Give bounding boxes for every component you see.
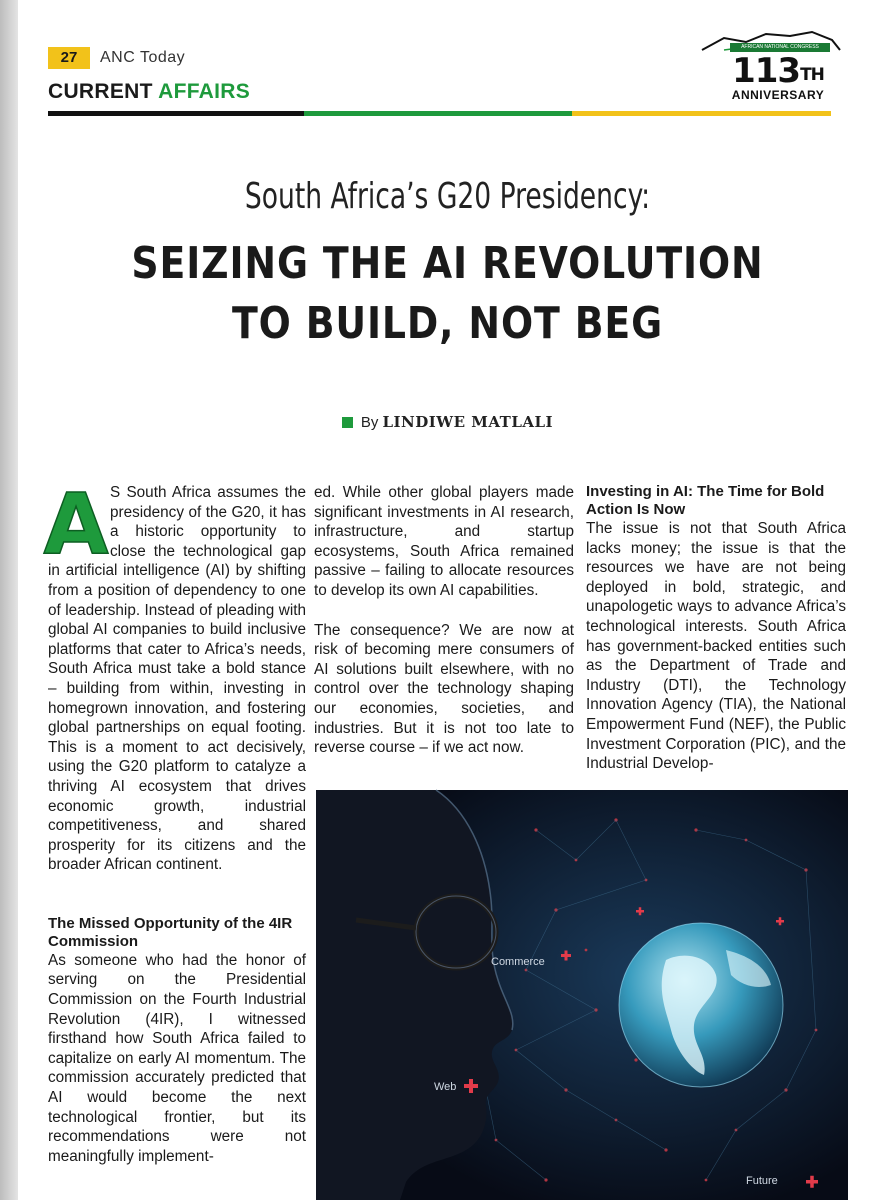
section-word-affairs: AFFAIRS	[158, 80, 251, 103]
anniversary-suffix: TH	[800, 65, 824, 85]
article-kicker: South Africa’s G20 Presidency:	[244, 176, 651, 217]
column-3	[586, 483, 846, 774]
page-gutter-shadow	[0, 0, 18, 1200]
anniversary-badge	[718, 51, 838, 102]
byline	[18, 413, 877, 432]
publication-name: ANC Today	[100, 49, 186, 66]
header-rule-black	[48, 111, 304, 116]
intro-paragraph: S South Africa assumes the presidency of the G20, it has a historic opportunity to close the technological gap in artificial intelligence (AI) by shifting from a position of dependency to one of leadership. Instead of pleading with global AI companies to build inclusive platforms that cater to Africa’s needs, South Africa must take a bold stance – building from within, investing in homegrown innovation, and fostering global partnerships on equal footing. This is a moment to act decisively, using the G20 platform to catalyze a thriving AI ecosystem that drives economic growth, industrial competitiveness, and shared prosperity for its citizens and the broader African continent.	[48, 484, 306, 874]
anniversary-number: 113	[732, 51, 801, 91]
headline-line-1: SEIZING THE AI REVOLUTION	[131, 238, 764, 289]
paragraph-investments: ed. While other global players made significant investments in AI research, infrastructure, and startup ecosystems, South Africa remained passive – failing to allocate resources to develop its own AI capabilities.	[314, 484, 574, 599]
author-name: LINDIWE MATLALI	[382, 413, 554, 431]
page-number: 27	[48, 47, 90, 69]
byline-square-icon	[342, 417, 353, 428]
article-headline	[78, 234, 817, 354]
image-label-commerce: Commerce	[491, 956, 545, 968]
image-label-web: Web	[434, 1081, 457, 1093]
header-rule-green	[304, 111, 572, 116]
section-title	[48, 79, 250, 105]
headline-line-2: TO BUILD, NOT BEG	[231, 298, 664, 349]
paragraph-resources: The issue is not that South Africa lacks money; the issue is that the resources we have are not being deployed in bold, strategic, and unapologetic ways to advance Africa’s technological interests. South Africa has government-backed entities such as the Department of Trade and Industry (DTI), the Technology Innovation Agency (TIA), the National Empowerment Fund (NEF), the Public Investment Corporation (PIC), and the Industrial Develop-	[586, 520, 846, 773]
column-2	[314, 483, 574, 758]
anniversary-label: ANNIVERSARY	[731, 88, 825, 102]
paragraph-consequence: The consequence? We are now at risk of becoming mere consumers of AI solutions built elsewhere, with no control over the technology shaping our economies, societies, and industries. But it is not too late to reverse course – if we act now.	[314, 621, 574, 757]
subhead-missed-opportunity: The Missed Opportunity of the 4IR Commission	[48, 914, 293, 950]
column-1	[43, 475, 306, 1166]
magazine-page	[18, 0, 877, 1200]
subhead-investing-ai: Investing in AI: The Time for Bold Action Is Now	[586, 483, 825, 518]
ai-network-face-image	[316, 790, 848, 1200]
section-word-current: CURRENT	[48, 80, 153, 103]
logo-band-text: AFRICAN NATIONAL CONGRESS	[730, 43, 830, 52]
byline-prefix: By	[360, 414, 379, 431]
image-label-future: Future	[746, 1175, 778, 1187]
paragraph-4ir: As someone who had the honor of serving on the Presidential Commission on the Fourth Industrial Revolution (4IR), I witnessed firsthand how South Africa failed to capitalize on early AI momentum. The commission accurately predicted that AI would become the next technological frontier, but its recommendations were not meaningfully implement-	[48, 951, 306, 1165]
drop-cap-letter: A	[43, 475, 109, 573]
drop-cap	[43, 475, 109, 573]
